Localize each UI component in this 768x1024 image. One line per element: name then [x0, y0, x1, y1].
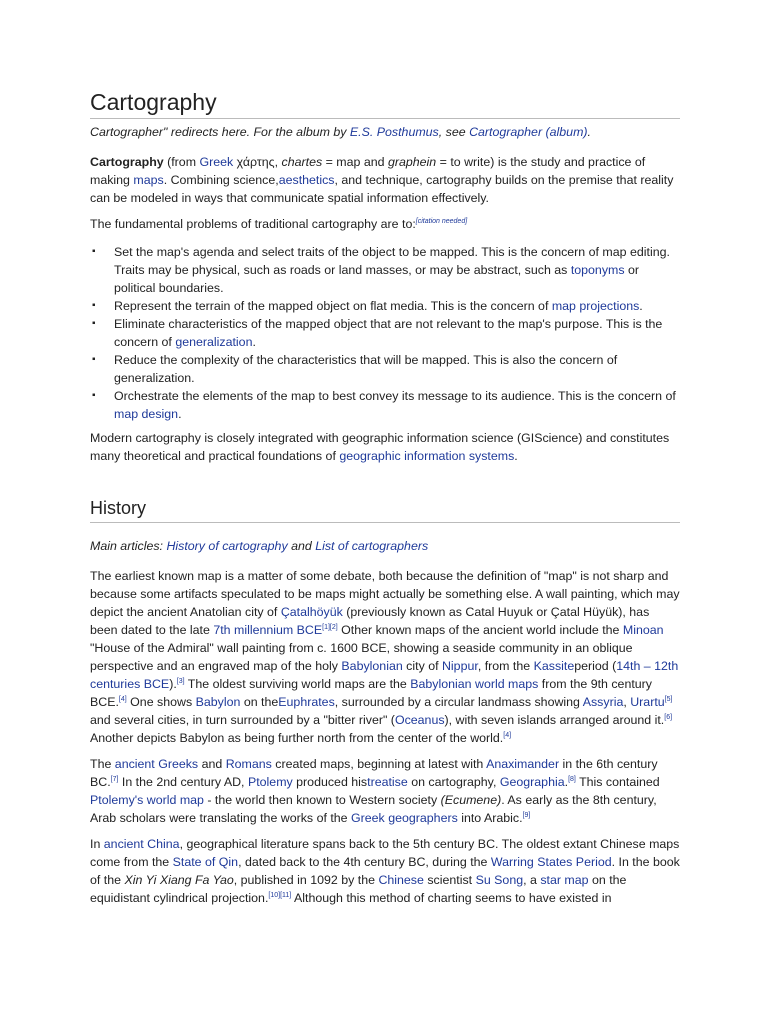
citation-link[interactable]: [8] — [568, 776, 576, 783]
link-catalhoyuk[interactable]: Çatalhöyük — [280, 605, 343, 619]
link-euphrates[interactable]: Euphrates — [278, 695, 335, 709]
list-item: ▪ Set the map's agenda and select traits of the object to be mapped. This is the concern of map editing. Traits may be physical, such as roads or land masses, or may be abstract, such as toponyms or political boundaries. — [92, 245, 670, 295]
link-nippur[interactable]: Nippur — [441, 659, 478, 673]
citation-link[interactable]: [3] — [176, 678, 185, 685]
link-7th-millennium[interactable]: 7th millennium BCE — [213, 623, 323, 637]
link-geographia[interactable]: Geographia — [499, 775, 565, 789]
link-treatise[interactable]: treatise — [367, 775, 408, 789]
citation-needed-link[interactable]: [citation needed] — [415, 218, 468, 225]
link-chinese[interactable]: Chinese — [378, 873, 424, 887]
list-item: ▪ Eliminate characteristics of the mapped object that are not relevant to the map's purpose. This is the concern of generalization. — [92, 317, 663, 349]
link-toponyms[interactable]: toponyms — [570, 263, 625, 277]
link-es-posthumus[interactable]: E.S. Posthumus — [349, 125, 439, 139]
link-map-projections[interactable]: map projections — [551, 299, 640, 313]
main-articles-note: Main articles: History of cartography and List of cartographers — [90, 539, 429, 553]
article-page — [90, 88, 680, 915]
link-ancient-china[interactable]: ancient China — [103, 837, 180, 851]
link-14th-12th-centuries[interactable]: 14th – 12th centuries BCE — [90, 659, 679, 691]
link-su-song[interactable]: Su Song — [475, 873, 524, 887]
link-cartographer-album[interactable]: Cartographer (album) — [469, 125, 588, 139]
link-assyria[interactable]: Assyria — [582, 695, 624, 709]
hatnote: Cartographer" redirects here. For the album by E.S. Posthumus, see Cartographer (album). — [90, 125, 591, 139]
link-greek[interactable]: Greek — [199, 155, 234, 169]
term-bold: Cartography — [90, 155, 164, 169]
citation-link[interactable]: [6] — [664, 714, 673, 721]
link-ancient-greeks[interactable]: ancient Greeks — [114, 757, 199, 771]
link-gis[interactable]: geographic information systems — [339, 449, 515, 463]
section-heading-history: History — [90, 497, 680, 523]
link-aesthetics[interactable]: aesthetics — [278, 173, 335, 187]
list-item: ▪ Reduce the complexity of the characteristics that will be mapped. This is also the concern of generalization. — [92, 353, 618, 385]
bullet-icon: ▪ — [92, 354, 96, 365]
history-paragraph-1: The earliest known map is a matter of some debate, both because the definition of "map" is not sharp and because some artifacts speculated to be maps might actually be something else. A wall painting, which may depict the ancient Anatolian city of Çatalhöyük (previously known as Catal Huyuk or Çatal Hüyük), has been dated to the late 7th millennium BCE[1][2] Other known maps of the ancient world include the Minoan "House of the Admiral" wall painting from c. 1600 BCE, showing a seaside community in an oblique perspective and an engraved map of the holy Babylonian city of Nippur, from the Kassiteperiod (14th – 12th centuries BCE).[3] The oldest surviving world maps are the Babylonian world maps from the 9th century BCE.[4] One shows Babylon on theEuphrates, surrounded by a circular landmass showing Assyria, Urartu[5] and several cities, in turn surrounded by a "bitter river" (Oceanus), with seven islands arranged around it.[6] Another depicts Babylon as being further north from the center of the world.[4] — [90, 569, 680, 745]
link-babylonian[interactable]: Babylonian — [341, 659, 403, 673]
link-minoan[interactable]: Minoan — [622, 623, 664, 637]
link-babylon[interactable]: Babylon — [195, 695, 241, 709]
bullet-icon: ▪ — [92, 246, 96, 257]
citation-link[interactable]: [1][2] — [322, 624, 338, 631]
link-state-of-qin[interactable]: State of Qin — [172, 855, 239, 869]
link-romans[interactable]: Romans — [225, 757, 272, 771]
link-maps[interactable]: maps — [133, 173, 164, 187]
citation-link[interactable]: [9] — [522, 812, 531, 819]
citation-link[interactable]: [7] — [110, 776, 119, 783]
link-generalization[interactable]: generalization — [175, 335, 253, 349]
bullet-icon: ▪ — [92, 390, 96, 401]
bullet-icon: ▪ — [92, 318, 96, 329]
list-item: ▪ Orchestrate the elements of the map to best convey its message to its audience. This is the concern of map design. — [92, 389, 676, 421]
greek-word: χάρτης — [236, 155, 275, 169]
link-babylonian-world-maps[interactable]: Babylonian world maps — [410, 677, 539, 691]
link-history-of-cartography[interactable]: History of cartography — [166, 539, 288, 553]
problems-list — [90, 243, 680, 423]
link-anaximander[interactable]: Anaximander — [486, 757, 560, 771]
history-paragraph-2: The ancient Greeks and Romans created maps, beginning at latest with Anaximander in the 6th century BC.[7] In the 2nd century AD, Ptolemy produced histreatise on cartography, Geographia.[8] This contained Ptolemy's world map - the world then known to Western society (Ecumene). As early as the 8th century, Arab scholars were translating the works of the Greek geographers into Arabic.[9] — [90, 757, 660, 825]
modern-cartography-paragraph: Modern cartography is closely integrated with geographic information science (GIScience) and constitutes many theoretical and practical foundations of geographic information systems. — [90, 431, 670, 463]
citation-link[interactable]: [10][11] — [268, 892, 292, 899]
link-oceanus[interactable]: Oceanus — [394, 713, 445, 727]
page-title: Cartography — [90, 88, 680, 119]
citation-link[interactable]: [4] — [118, 696, 127, 703]
problems-intro: The fundamental problems of traditional cartography are to:[citation needed] — [90, 217, 468, 231]
citation-link[interactable]: [5] — [664, 696, 673, 703]
link-ptolemys-world-map[interactable]: Ptolemy's world map — [90, 793, 204, 807]
bullet-icon: ▪ — [92, 300, 96, 311]
link-kassite[interactable]: Kassite — [533, 659, 575, 673]
link-list-of-cartographers[interactable]: List of cartographers — [315, 539, 429, 553]
intro-paragraph: Cartography (from Greek χάρτης, chartes = map and graphein = to write) is the study and practice of making maps. Combining science,aesthetics, and technique, cartography builds on the premise that reality can be modeled in ways that communicate spatial information effectively. — [90, 155, 674, 205]
link-ptolemy[interactable]: Ptolemy — [247, 775, 293, 789]
link-greek-geographers[interactable]: Greek geographers — [351, 811, 458, 825]
history-paragraph-3: In ancient China, geographical literature spans back to the 5th century BC. The oldest extant Chinese maps come from the State of Qin, dated back to the 4th century BC, during the Warring States Period. In the book of the Xin Yi Xiang Fa Yao, published in 1092 by the Chinese scientist Su Song, a star map on the equidistant cylindrical projection.[10][11] Although this method of charting seems to have existed in — [90, 837, 680, 905]
link-star-map[interactable]: star map — [540, 873, 589, 887]
link-urartu[interactable]: Urartu — [630, 695, 665, 709]
citation-link[interactable]: [4] — [503, 732, 512, 739]
link-map-design[interactable]: map design — [114, 407, 179, 421]
link-warring-states-period[interactable]: Warring States Period — [490, 855, 612, 869]
list-item: ▪ Represent the terrain of the mapped object on flat media. This is the concern of map projections. — [92, 299, 643, 313]
